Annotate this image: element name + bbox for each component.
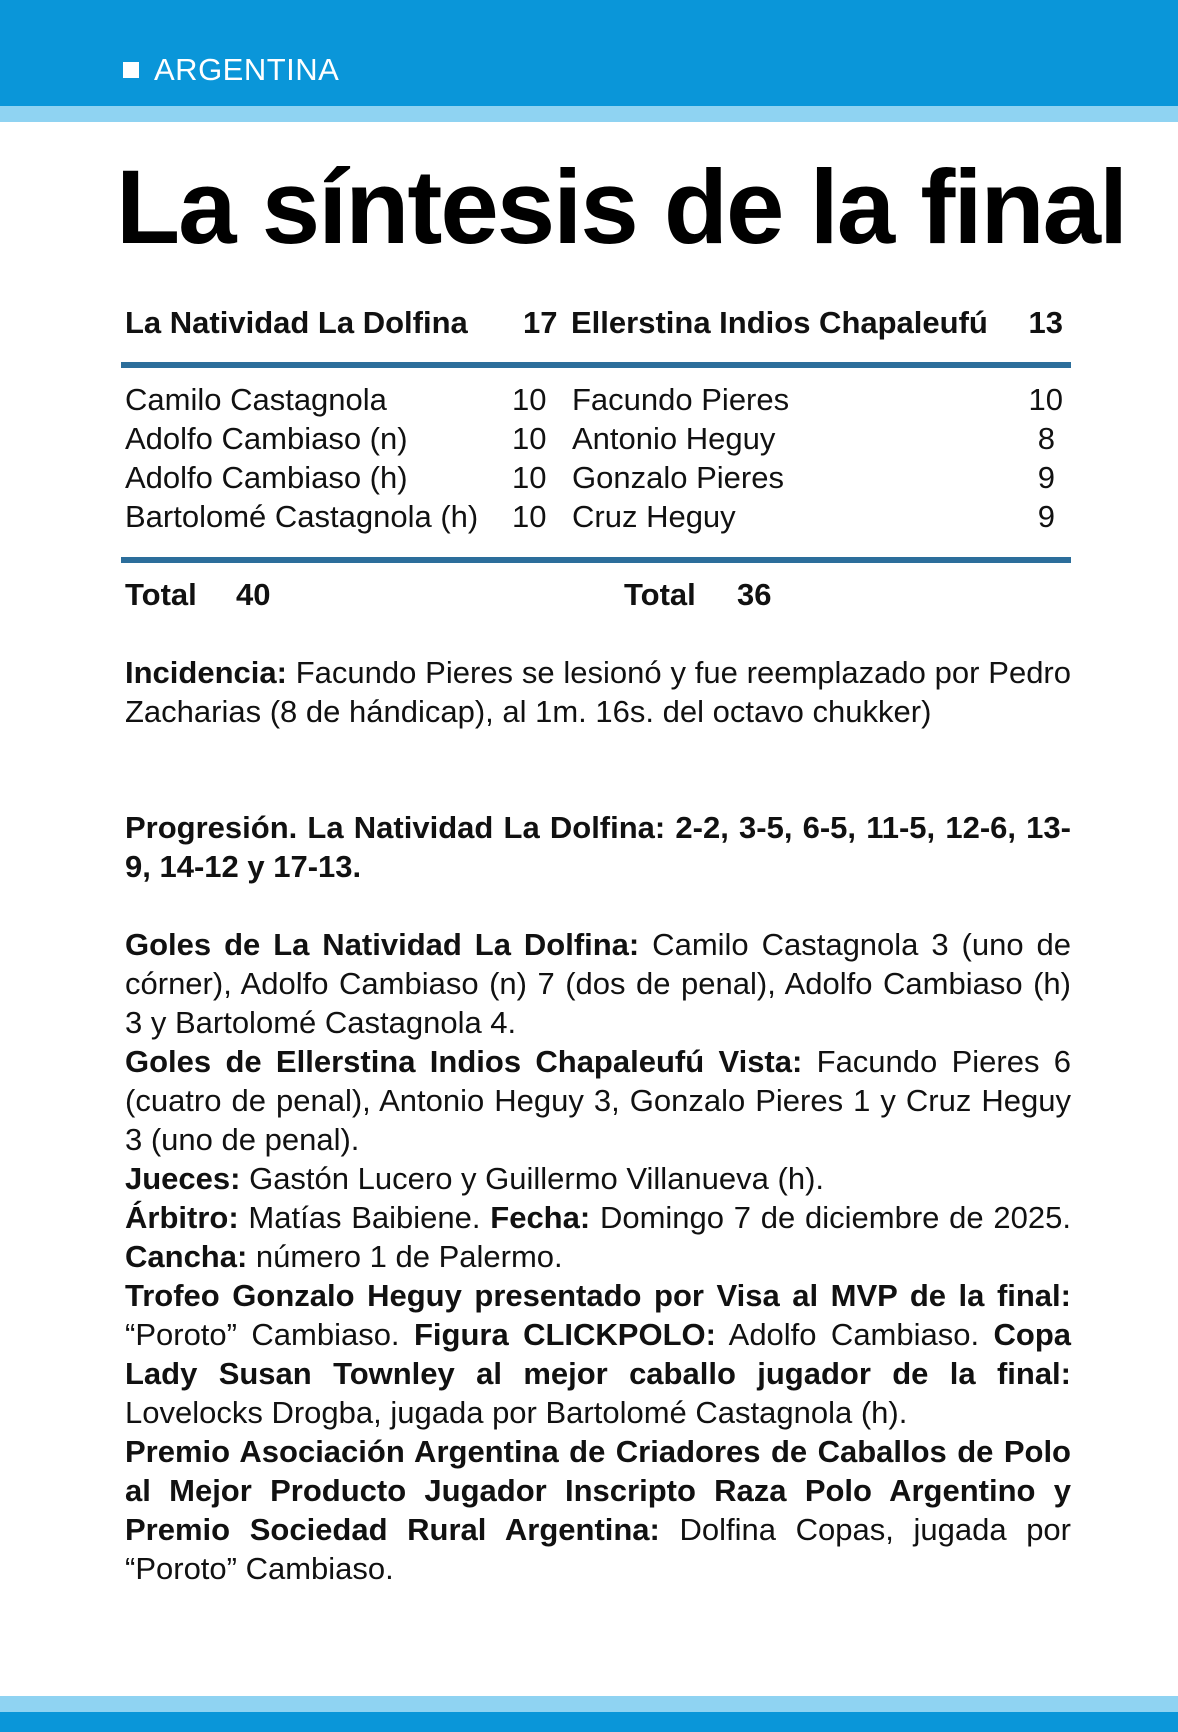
section-label: ARGENTINA: [154, 52, 340, 87]
away-total-value: 36: [737, 577, 772, 612]
copa-label: Copa Lady Susan Townley al mejor caballo jugador de la final:: [125, 1317, 1071, 1391]
home-player-handicap: 10: [512, 382, 547, 417]
copa-text: Lovelocks Drogba, jugada por Bartolomé Castagnola (h).: [125, 1395, 908, 1430]
player-row: [125, 497, 1071, 536]
premio-text: Dolfina Copas, jugada por “Poroto” Cambiaso.: [125, 1512, 1072, 1586]
cancha-text: número 1 de Palermo.: [247, 1239, 563, 1274]
trofeo-label: Trofeo Gonzalo Heguy presentado por Visa al MVP de la final:: [125, 1278, 1071, 1313]
away-player-handicap: 8: [1037, 421, 1055, 456]
top-divider: [121, 362, 1071, 368]
home-player-name: Camilo Castagnola: [125, 382, 387, 417]
home-player-handicap: 10: [512, 499, 547, 534]
away-total-label: Total: [624, 577, 696, 612]
goles-local-text: Camilo Castagnola 3 (uno de córner), Adolfo Cambiaso (n) 7 (dos de penal), Adolfo Cambiaso (h) 3 y Bartolomé Castagnola 4.: [125, 927, 1071, 1040]
teams-score-row: [125, 300, 1071, 346]
away-player-name: Antonio Heguy: [572, 421, 776, 456]
page-title: La síntesis de la final: [116, 149, 1127, 266]
away-player-name: Facundo Pieres: [572, 382, 790, 417]
away-player-name: Gonzalo Pieres: [572, 460, 784, 495]
incidencia-paragraph: [125, 653, 1071, 731]
arbitro-text: Matías Baibiene.: [238, 1200, 491, 1235]
player-lineups: [125, 380, 1071, 536]
goles-local-label: Goles de La Natividad La Dolfina:: [125, 927, 640, 962]
away-team-name: Ellerstina Indios Chapaleufú: [571, 305, 988, 340]
match-details-paragraph: [125, 925, 1071, 1588]
home-total-label: Total: [125, 577, 197, 612]
incidencia-label: Incidencia:: [125, 655, 287, 690]
premio-label: Premio Asociación Argentina de Criadores de Caballos de Polo al Mejor Producto Jugador Inscripto Raza Polo Argentino y Premio Sociedad Rural Argentina:: [125, 1434, 1071, 1547]
away-team-score: 13: [1028, 305, 1063, 340]
goles-visita-label: Goles de Ellerstina Indios Chapaleufú Vista:: [125, 1044, 803, 1079]
jueces-text: Gastón Lucero y Guillermo Villanueva (h).: [240, 1161, 825, 1196]
away-player-handicap: 10: [1028, 382, 1063, 417]
footer-stripe: [0, 1696, 1178, 1712]
home-team-score: 17: [523, 305, 558, 340]
home-player-handicap: 10: [512, 421, 547, 456]
fecha-text: Domingo 7 de diciembre de 2025.: [590, 1200, 1072, 1235]
player-row: [125, 419, 1071, 458]
trofeo-text: “Poroto” Cambiaso.: [125, 1317, 414, 1352]
player-row: [125, 380, 1071, 419]
away-player-handicap: 9: [1037, 499, 1055, 534]
header-stripe: [0, 106, 1178, 122]
away-player-handicap: 9: [1037, 460, 1055, 495]
home-player-name: Bartolomé Castagnola (h): [125, 499, 479, 534]
player-row: [125, 458, 1071, 497]
home-team-name: La Natividad La Dolfina: [125, 305, 468, 340]
footer-bar: [0, 1712, 1178, 1732]
arbitro-label: Árbitro:: [125, 1200, 239, 1235]
cancha-label: Cancha:: [125, 1239, 248, 1274]
bottom-divider: [121, 557, 1071, 563]
totals-row: [125, 573, 1071, 617]
incidencia-text: Facundo Pieres se lesionó y fue reemplazado por Pedro Zacharias (8 de hándicap), al 1m. 16s. del octavo chukker): [125, 655, 1071, 729]
home-total-value: 40: [236, 577, 271, 612]
figura-text: Adolfo Cambiaso.: [715, 1317, 994, 1352]
away-player-name: Cruz Heguy: [572, 499, 736, 534]
fecha-label: Fecha:: [490, 1200, 591, 1235]
square-bullet-icon: [123, 62, 139, 78]
progresion-paragraph: Progresión. La Natividad La Dolfina: 2-2, 3-5, 6-5, 11-5, 12-6, 13-9, 14-12 y 17-13.: [125, 810, 1071, 884]
goles-visita-text: Facundo Pieres 6 (cuatro de penal), Antonio Heguy 3, Gonzalo Pieres 1 y Cruz Heguy 3 (uno de penal).: [125, 1044, 1071, 1157]
home-player-name: Adolfo Cambiaso (h): [125, 460, 408, 495]
jueces-label: Jueces:: [125, 1161, 241, 1196]
home-player-name: Adolfo Cambiaso (n): [125, 421, 408, 456]
figura-label: Figura CLICKPOLO:: [413, 1317, 716, 1352]
home-player-handicap: 10: [512, 460, 547, 495]
